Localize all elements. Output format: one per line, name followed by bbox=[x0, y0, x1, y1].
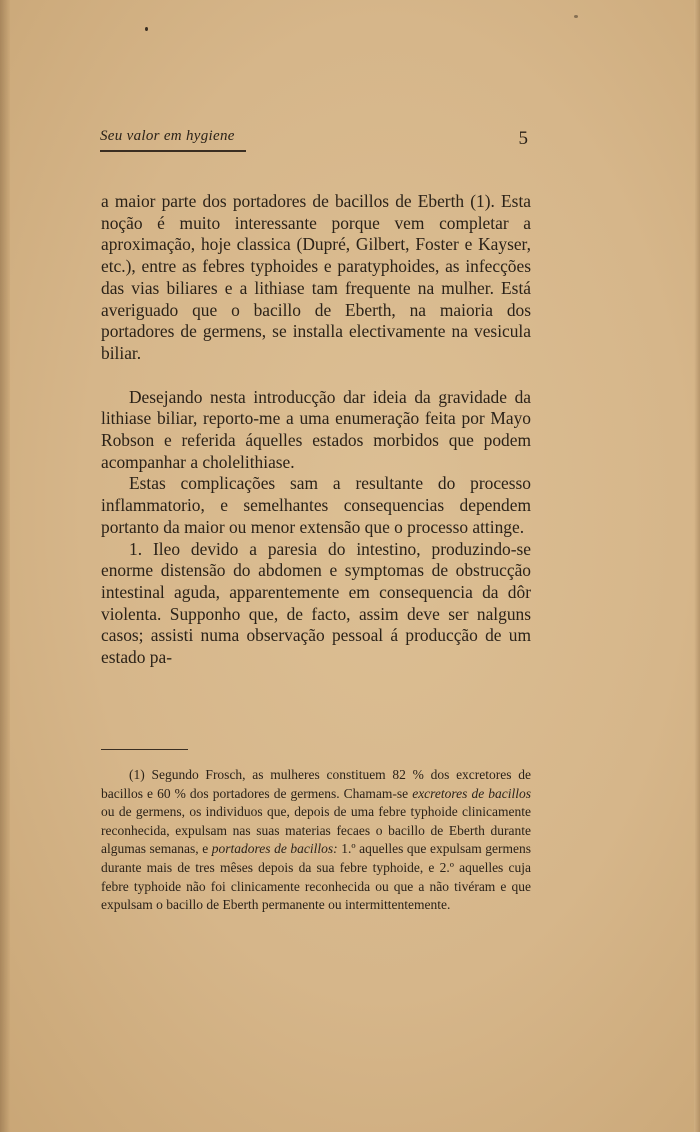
paragraph-1: a maior parte dos portadores de bacillos de Eberth (1). Esta noção é muito interessante porque vem completar a aproximação, hoje classica (Dupré, Gilbert, Foster e Kayser, etc.), entre as febres typhoides e paratyphoides, as infecções das vias biliares e a lithiase tam frequente na mulher. Está averiguado que o bacillo de Eberth, na maioria dos portadores de germens, se installa electivamente na vesicula biliar. bbox=[101, 191, 531, 363]
page-number: 5 bbox=[518, 128, 528, 149]
footnote-text-c: 1.º aquelles que expulsam germens durante mais de tres mêses depois da sua febre typhoide, e 2.º aquelles cuja febre typhoide não foi clinicamente reconhecida ou que a não tivéram e que expulsam o bacillo de Eberth permanente ou intermittentemente. bbox=[101, 841, 531, 913]
main-text bbox=[101, 191, 531, 669]
ink-speck bbox=[145, 27, 148, 31]
footnote bbox=[101, 766, 531, 915]
page-edge-shadow-left bbox=[0, 0, 10, 1132]
footnote-emphasis-b: portadores de bacillos: bbox=[211, 841, 338, 857]
running-head-rule bbox=[100, 150, 246, 152]
running-head: Seu valor em hygiene bbox=[100, 128, 235, 144]
footnote-separator bbox=[101, 749, 188, 750]
page-header bbox=[100, 128, 530, 152]
footnote-emphasis-a: excretores de bacillos bbox=[412, 785, 532, 801]
footnote-text-b: ou de germens, os individuos que, depois de uma febre typhoide clinicamente reconhecida, expulsam nas suas materias fecaes o bacillo de Eberth durante algumas semanas, e bbox=[101, 804, 531, 857]
ink-speck bbox=[574, 15, 578, 18]
footnote-text-a: (1) Segundo Frosch, as mulheres constituem 82 % dos excretores de bacillos e 60 % dos portadores de germens. Chamam-se bbox=[101, 767, 531, 801]
paragraph-4: 1. Ileo devido a paresia do intestino, produzindo-se enorme distensão do abdomen e symptomas de obstrucção intestinal aguda, apparentemente em consequencia da dôr violenta. Supponho que, de facto, assim deve ser nalguns casos; assisti numa observação pessoal á producção de um estado pa- bbox=[101, 538, 531, 668]
paragraph-2: Desejando nesta introducção dar ideia da gravidade da lithiase biliar, reporto-me a uma enumeração feita por Mayo Robson e referida áquelles estados morbidos que podem acompanhar a cholelithiase. bbox=[101, 386, 531, 472]
paragraph-3: Estas complicações sam a resultante do processo inflammatorio, e semelhantes consequencias dependem portanto da maior ou menor extensão que o processo attinge. bbox=[101, 473, 531, 537]
page-edge-shadow-right bbox=[694, 0, 700, 1132]
footnote-paragraph bbox=[101, 766, 531, 915]
